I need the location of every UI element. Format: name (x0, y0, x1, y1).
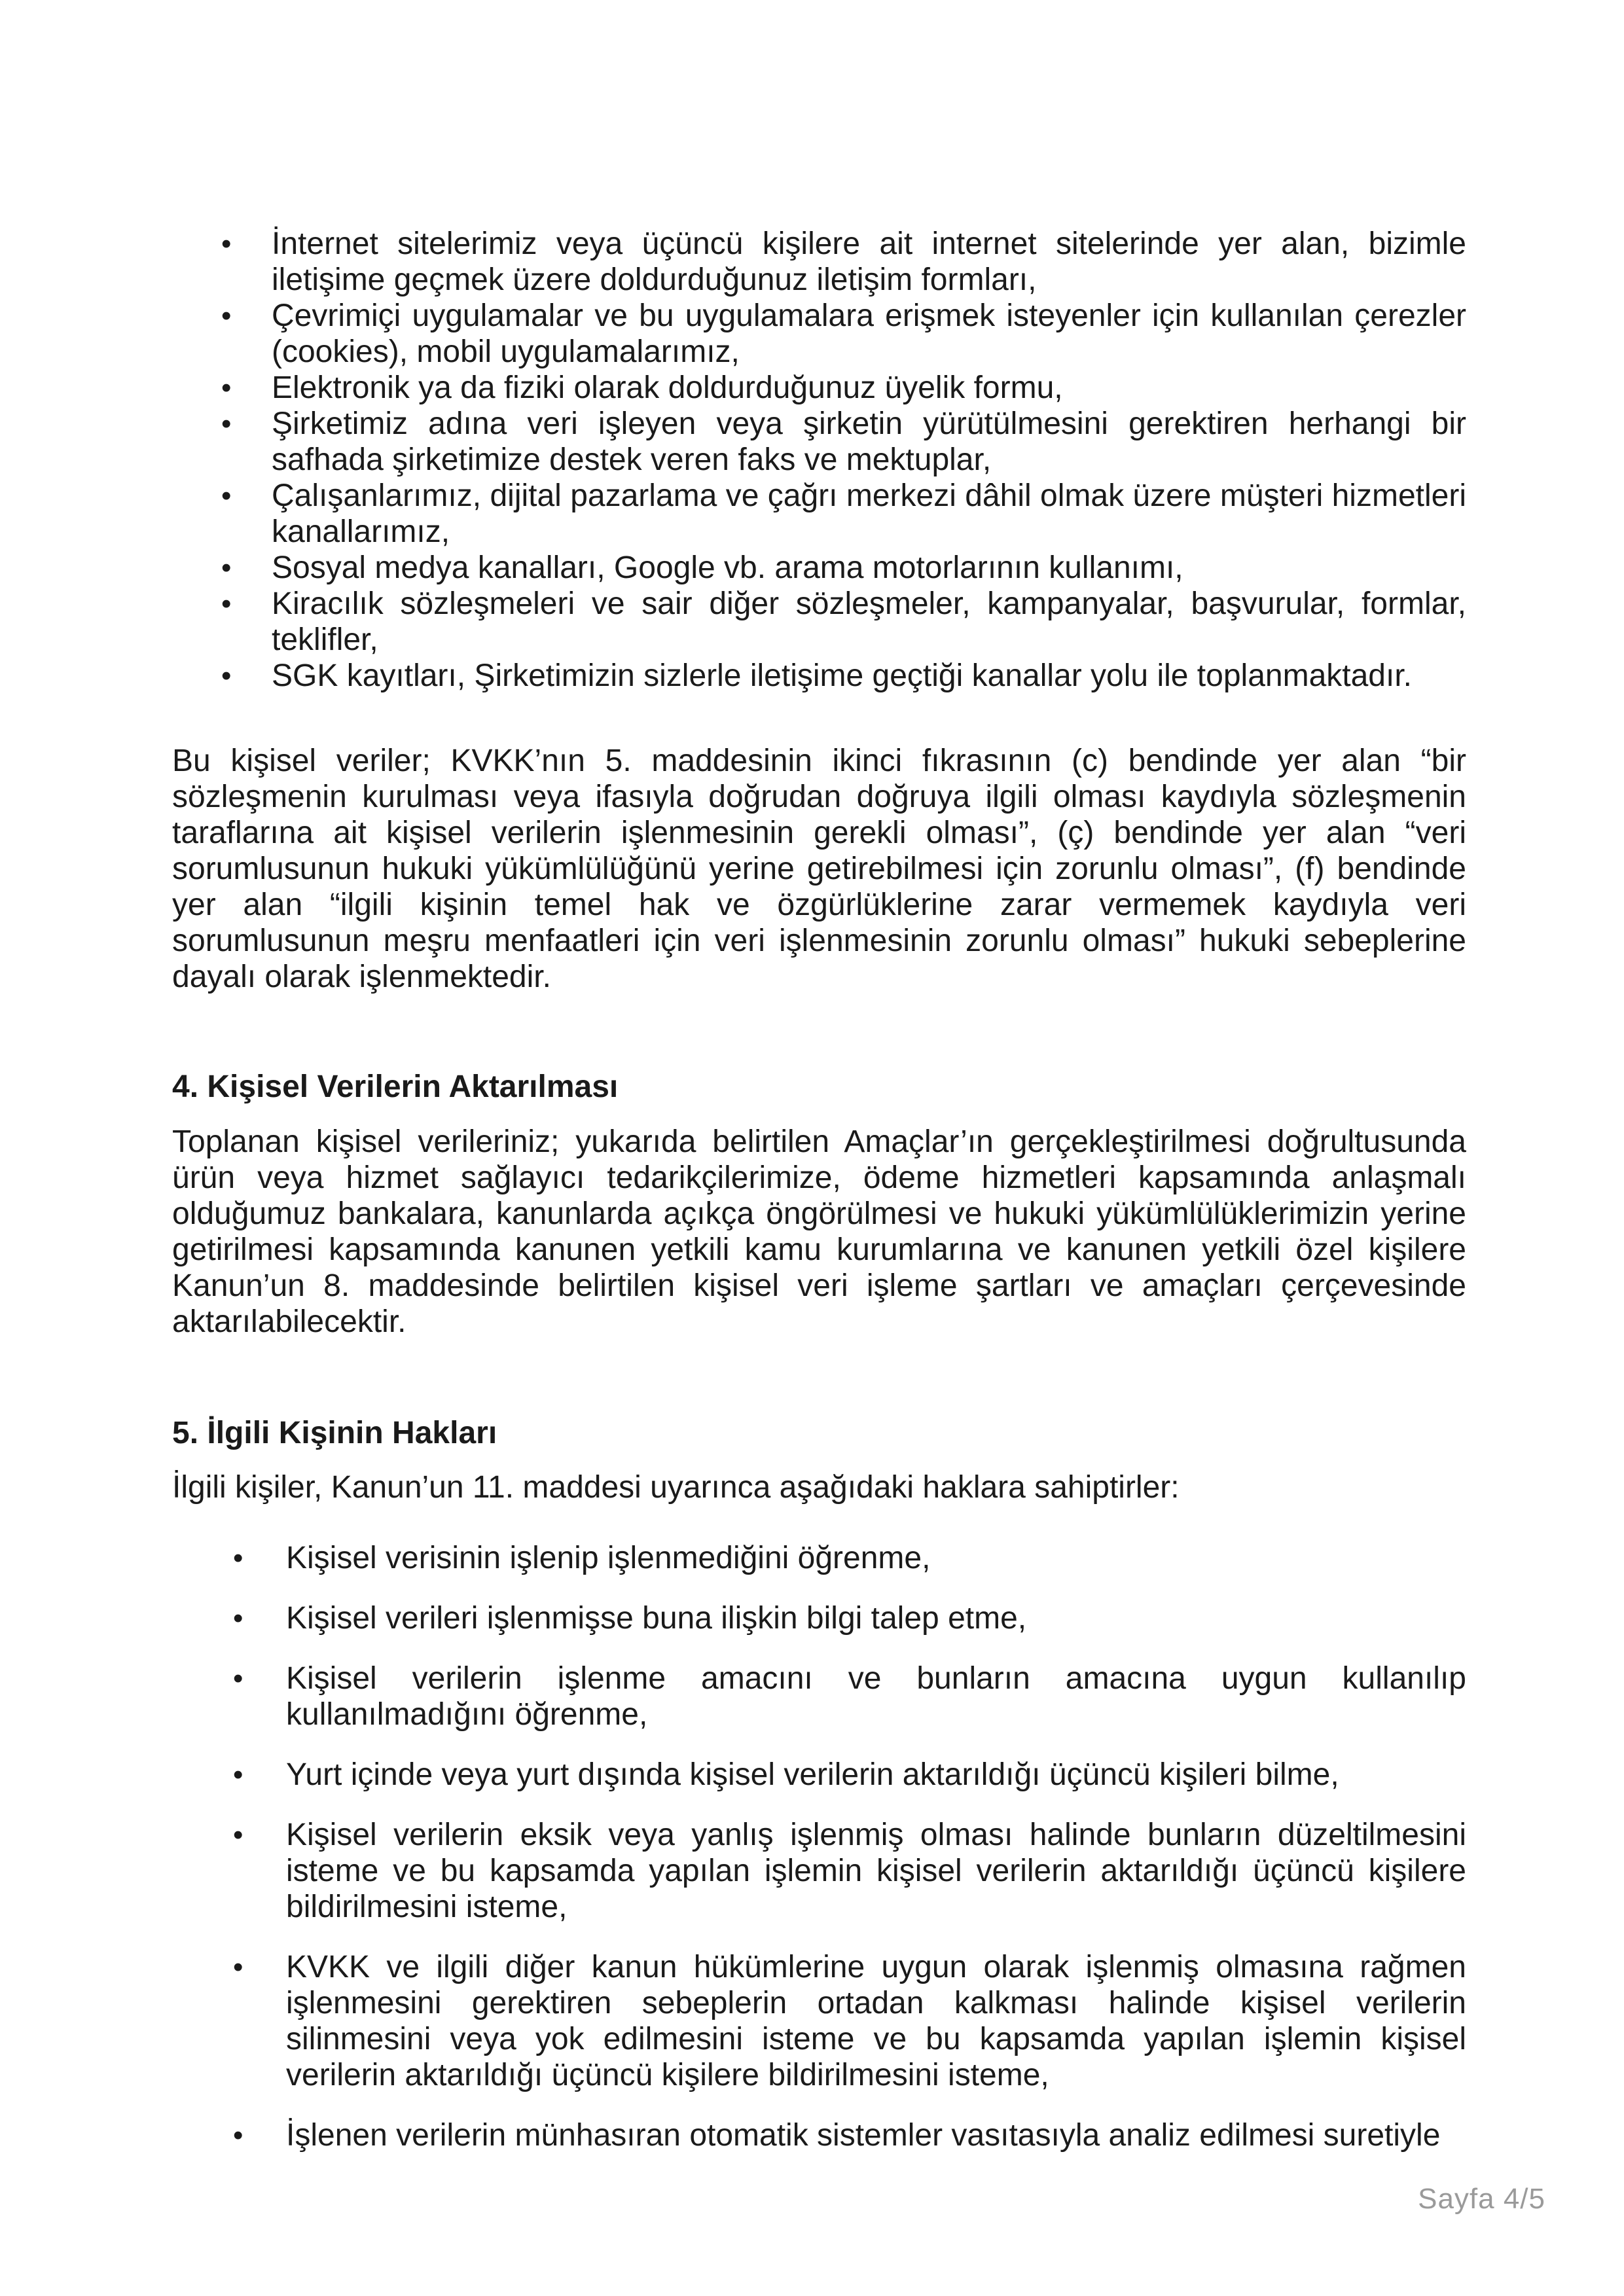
list-item: • Kişisel verilerin işlenme amacını ve bunların amacına uygun kullanılıp kullanılmadığını öğrenme, (229, 1660, 1466, 1732)
list-item: • Sosyal medya kanalları, Google vb. arama motorlarının kullanımı, (216, 550, 1466, 586)
list-item: • İnternet sitelerimiz veya üçüncü kişilere ait internet sitelerinde yer alan, bizimle iletişime geçmek üzere doldurduğunuz iletişim formları, (216, 226, 1466, 298)
section-4-heading: 4. Kişisel Verilerin Aktarılması (172, 1069, 619, 1104)
list-item: • Kişisel verisinin işlenip işlenmediğini öğrenme, (229, 1540, 1466, 1576)
section-4-body: Toplanan kişisel verileriniz; yukarıda belirtilen Amaçlar’ın gerçekleştirilmesi doğrultusunda ürün veya hizmet sağlayıcı tedarikçilerimize, ödeme hizmetleri kapsamında anlaşmalı olduğumuz bankalara, kanunlarda açıkça öngörülmesi ve hukuki yükümlülüklerimizin yerine getirilmesi kapsamında kanunen yetkili kamu kurumlarına ve kanunen yetkili özel kişilere Kanun’un 8. maddesinde belirtilen kişisel veri işleme şartları ve amaçları çerçevesinde aktarılabilecektir. (172, 1124, 1466, 1339)
section-5-heading: 5. İlgili Kişinin Hakları (172, 1416, 497, 1450)
list-item: • Çevrimiçi uygulamalar ve bu uygulamalara erişmek isteyenler için kullanılan çerezler (cookies), mobil uygulamalarımız, (216, 298, 1466, 370)
list-item: • İşlenen verilerin münhasıran otomatik sistemler vasıtasıyla analiz edilmesi suretiyle (229, 2117, 1466, 2153)
page-number: Sayfa 4/5 (1418, 2183, 1545, 2215)
list-item: • Kişisel verilerin eksik veya yanlış işlenmiş olması halinde bunların düzeltilmesini isteme ve bu kapsamda yapılan işlemin kişisel verilerin aktarıldığı üçüncü kişilere bildirilmesini isteme, (229, 1817, 1466, 1925)
legal-basis-paragraph: Bu kişisel veriler; KVKK’nın 5. maddesinin ikinci fıkrasının (c) bendinde yer alan “bir sözleşmenin kurulması veya ifasıyla doğrudan doğruya ilgili olması kaydıyla sözleşmenin taraflarına ait kişisel verilerin işlenmesinin gerekli olması”, (ç) bendinde yer alan “veri sorumlusunun hukuki yükümlülüğünü yerine getirebilmesi için zorunlu olması”, (f) bendinde yer alan “ilgili kişinin temel hak ve özgürlüklerine zarar vermemek kaydıyla veri sorumlusunun meşru menfaatleri için veri işlenmesinin zorunlu olması” hukuki sebeplerine dayalı olarak işlenmektedir. (172, 744, 1466, 994)
section-5-intro: İlgili kişiler, Kanun’un 11. maddesi uyarınca aşağıdaki haklara sahiptirler: (172, 1470, 1180, 1505)
data-collection-channels-list (216, 226, 1466, 694)
list-item: • Kiracılık sözleşmeleri ve sair diğer sözleşmeler, kampanyalar, başvurular, formlar, teklifler, (216, 586, 1466, 658)
list-item: • Kişisel verileri işlenmişse buna ilişkin bilgi talep etme, (229, 1600, 1466, 1636)
list-item: • Şirketimiz adına veri işleyen veya şirketin yürütülmesini gerektiren herhangi bir safhada şirketimize destek veren faks ve mektuplar, (216, 406, 1466, 478)
list-item: • KVKK ve ilgili diğer kanun hükümlerine uygun olarak işlenmiş olmasına rağmen işlenmesini gerektiren sebeplerin ortadan kalkması halinde kişisel verilerin silinmesini veya yok edilmesini isteme ve bu kapsamda yapılan işlemin kişisel verilerin aktarıldığı üçüncü kişilere bildirilmesini isteme, (229, 1949, 1466, 2093)
data-subject-rights-list (229, 1540, 1466, 2178)
list-item: • Çalışanlarımız, dijital pazarlama ve çağrı merkezi dâhil olmak üzere müşteri hizmetleri kanallarımız, (216, 478, 1466, 550)
list-item: • Yurt içinde veya yurt dışında kişisel verilerin aktarıldığı üçüncü kişileri bilme, (229, 1757, 1466, 1793)
list-item: • Elektronik ya da fiziki olarak doldurduğunuz üyelik formu, (216, 370, 1466, 406)
list-item: • SGK kayıtları, Şirketimizin sizlerle iletişime geçtiği kanallar yolu ile toplanmaktadır. (216, 658, 1466, 694)
